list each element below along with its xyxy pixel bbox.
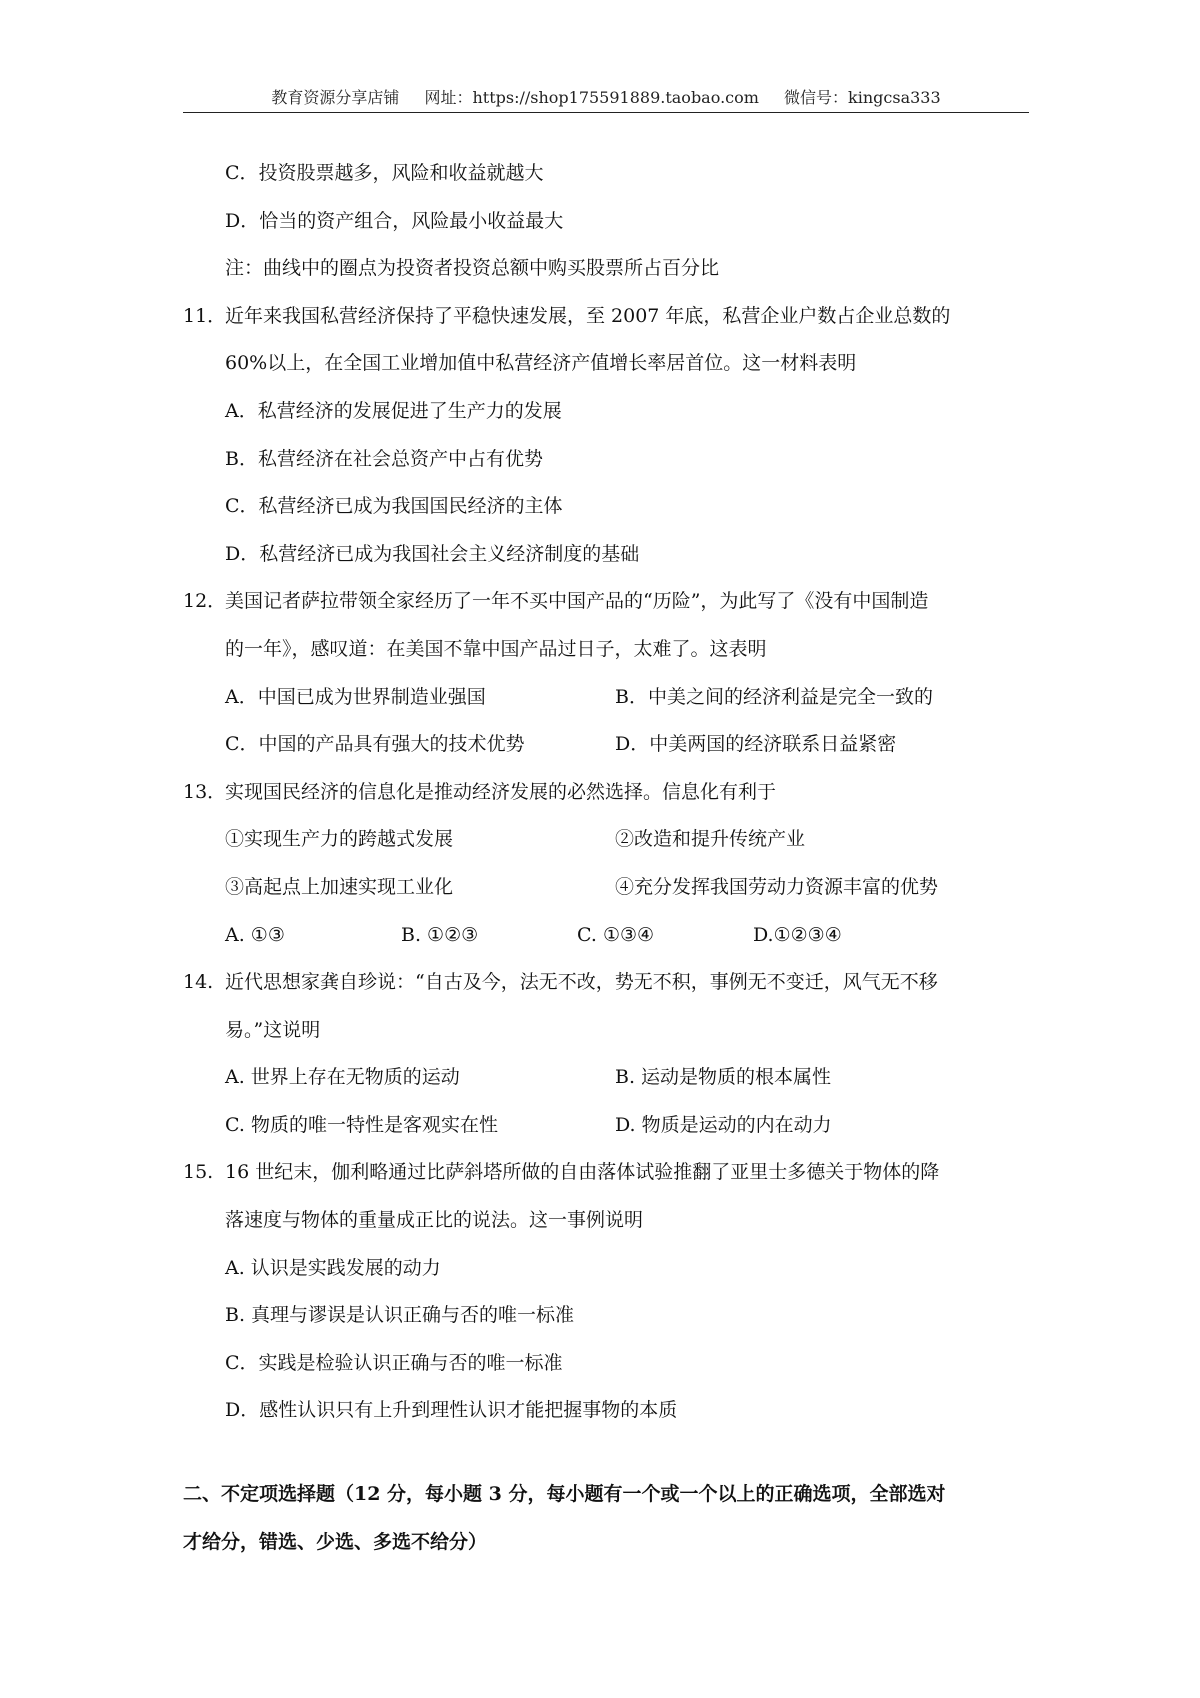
q15-option-d: D．感性认识只有上升到理性认识才能把握事物的本质: [225, 1399, 678, 1422]
q13-option-a: A. ①③: [225, 923, 285, 946]
q10-option-d: D．恰当的资产组合，风险最小收益最大: [225, 209, 564, 232]
q14-options-ab: [183, 1054, 1029, 1102]
exam-page: [183, 150, 1029, 1566]
q11-option-c: C．私营经济已成为我国国民经济的主体: [225, 495, 563, 518]
q15-stem-line2: 落速度与物体的重量成正比的说法。这一事例说明: [225, 1209, 644, 1232]
q11-option-b: B．私营经济在社会总资产中占有优势: [225, 447, 543, 470]
q12-options-ab: [183, 674, 1029, 722]
q11-stem: [183, 293, 1029, 341]
q13-items-12: [183, 816, 1029, 864]
q13-option-d: D.①②③④: [753, 923, 842, 946]
q15-option-a: A. 认识是实践发展的动力: [225, 1256, 441, 1279]
q13-items-34: [183, 864, 1029, 912]
q11-option-d: D．私营经济已成为我国社会主义经济制度的基础: [225, 542, 640, 565]
q11-option-a: A．私营经济的发展促进了生产力的发展: [225, 399, 562, 422]
q14-option-a: A. 世界上存在无物质的运动: [225, 1066, 460, 1089]
q13-item-4: ④充分发挥我国劳动力资源丰富的优势: [615, 875, 939, 898]
q15-option-c: C．实践是检验认识正确与否的唯一标准: [225, 1351, 563, 1374]
header-wechat: 微信号：kingcsa333: [784, 88, 941, 107]
q13-item-1: ①实现生产力的跨越式发展: [225, 828, 454, 851]
q13-stem: [183, 769, 1029, 817]
q12-option-d: D．中美两国的经济联系日益紧密: [615, 733, 897, 756]
q15-option-b: B. 真理与谬误是认识正确与否的唯一标准: [225, 1304, 575, 1327]
page-header: [183, 84, 1029, 113]
q14-number: 14.: [183, 971, 214, 994]
q14-stem: [183, 959, 1029, 1007]
q12-stem: [183, 578, 1029, 626]
q11-stem-line2: 60%以上，在全国工业增加值中私营经济产值增长率居首位。这一材料表明: [225, 352, 857, 375]
section-2-heading-line1: 二、不定项选择题（12 分，每小题 3 分，每小题有一个或一个以上的正确选项，全部选对: [183, 1483, 946, 1506]
q15-stem-line1: 16 世纪末，伽利略通过比萨斜塔所做的自由落体试验推翻了亚里士多德关于物体的降: [225, 1161, 940, 1184]
q12-option-b: B．中美之间的经济利益是完全一致的: [615, 685, 933, 708]
q12-option-a: A．中国已成为世界制造业强国: [225, 685, 486, 708]
q15-stem: [183, 1149, 1029, 1197]
q13-stem-text: 实现国民经济的信息化是推动经济发展的必然选择。信息化有利于: [225, 780, 777, 803]
q13-number: 13．: [183, 780, 227, 803]
q12-number: 12．: [183, 590, 227, 613]
section-gap: [183, 1435, 1029, 1471]
q15-number: 15.: [183, 1161, 214, 1184]
section-2-heading-line2: 才给分，错选、少选、多选不给分）: [183, 1530, 488, 1553]
q12-stem-line1: 美国记者萨拉带领全家经历了一年不买中国产品的“历险”，为此写了《没有中国制造: [225, 590, 929, 613]
q12-options-cd: [183, 721, 1029, 769]
q13-item-2: ②改造和提升传统产业: [615, 828, 806, 851]
q11-stem-line1: 近年来我国私营经济保持了平稳快速发展，至 2007 年底，私营企业户数占企业总数的: [225, 304, 951, 327]
q14-option-b: B. 运动是物质的根本属性: [615, 1066, 832, 1089]
q14-options-cd: [183, 1102, 1029, 1150]
q13-option-b: B. ①②③: [401, 923, 479, 946]
q14-option-d: D. 物质是运动的内在动力: [615, 1113, 832, 1136]
q14-stem-line1: 近代思想家龚自珍说：“自古及今，法无不改，势无不积，事例无不变迁，风气无不移: [225, 971, 938, 994]
header-shop: 教育资源分享店铺: [271, 88, 400, 107]
q11-number: 11．: [183, 304, 227, 327]
header-url: 网址：https://shop175591889.taobao.com: [424, 88, 759, 107]
q13-item-3: ③高起点上加速实现工业化: [225, 875, 454, 898]
q13-option-c: C. ①③④: [577, 923, 655, 946]
q12-stem-line2: 的一年》，感叹道：在美国不靠中国产品过日子，太难了。这表明: [225, 637, 767, 660]
q12-option-c: C．中国的产品具有强大的技术优势: [225, 733, 525, 756]
q10-note: 注：曲线中的圈点为投资者投资总额中购买股票所占百分比: [225, 257, 720, 280]
section-2-heading: [183, 1471, 1029, 1566]
q14-stem-line2: 易。”这说明: [225, 1018, 321, 1041]
q13-options: [183, 912, 1029, 960]
q10-option-c: C．投资股票越多，风险和收益就越大: [225, 162, 544, 184]
q14-option-c: C. 物质的唯一特性是客观实在性: [225, 1113, 498, 1136]
